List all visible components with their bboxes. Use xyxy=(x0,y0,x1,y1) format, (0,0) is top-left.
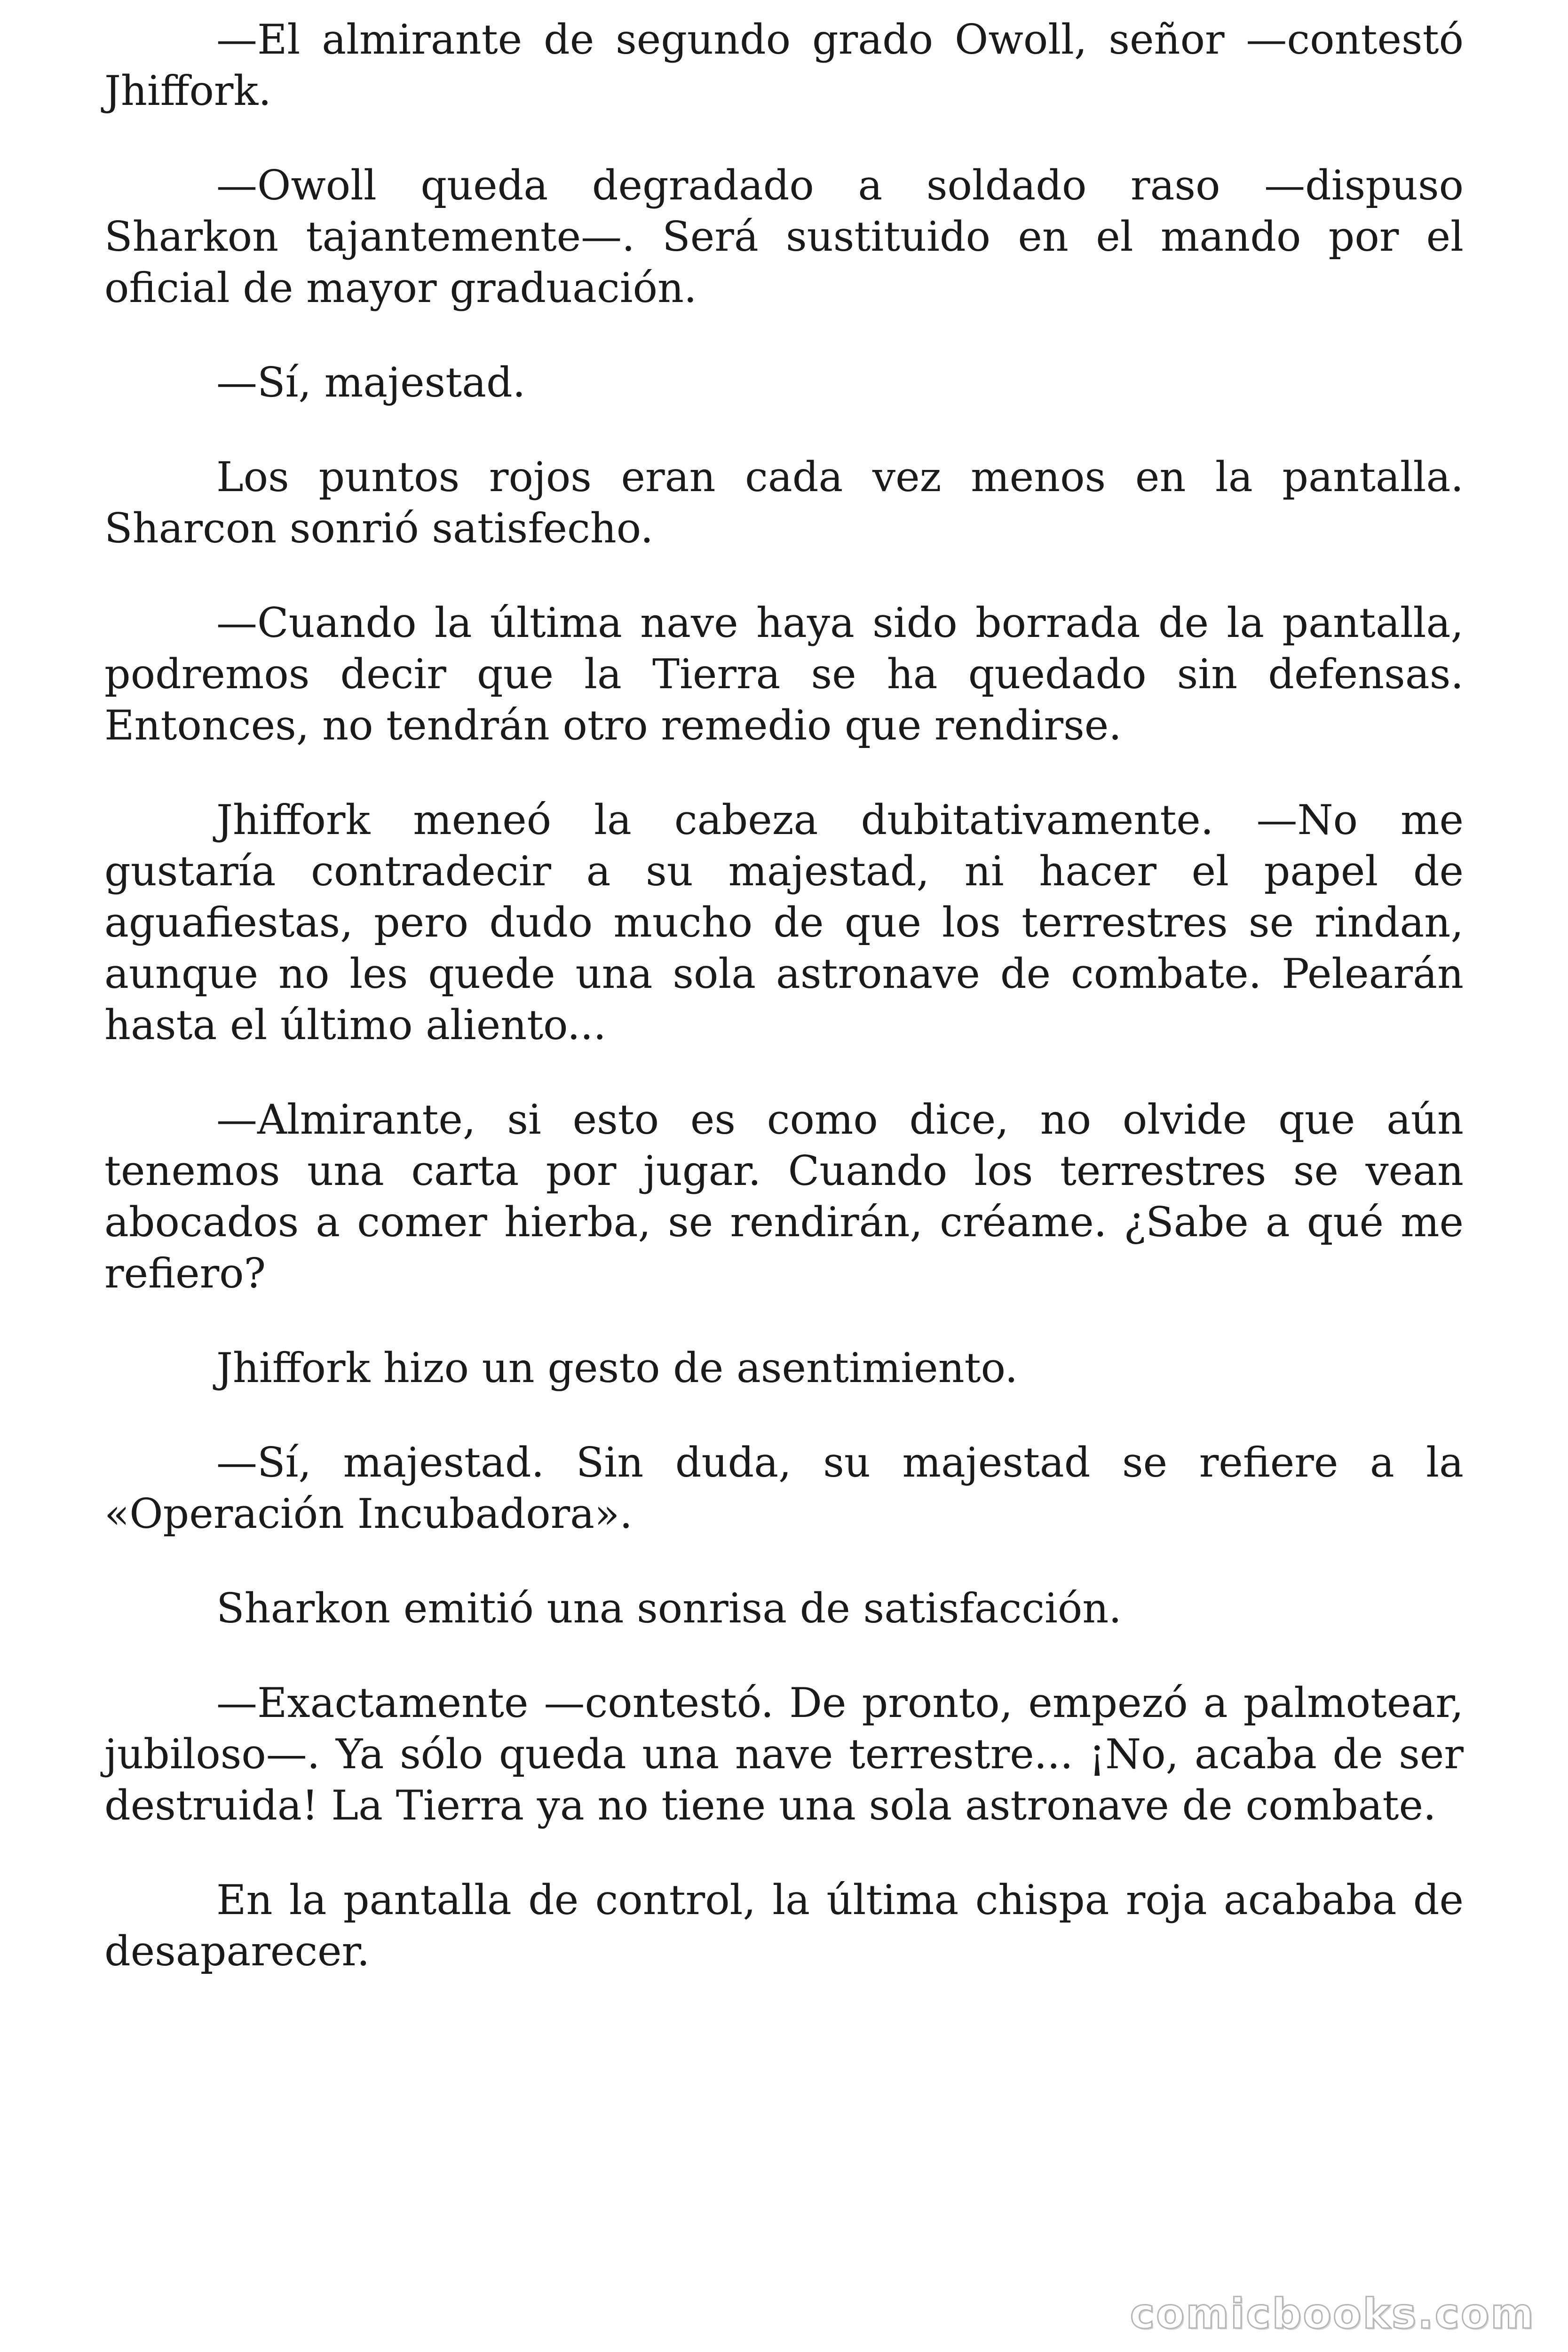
watermark-logo: comicbooks.com xyxy=(1130,2289,1535,2338)
paragraph-1: —El almirante de segundo grado Owoll, señor —contestó Jhiffork. xyxy=(104,16,1464,115)
paragraph-6: Jhiffork meneó la cabeza dubitativamente. —No me gustaría contradecir a su majestad, ni hacer el papel de aguafiestas, pero dudo mucho de que los terrestres se rindan, aunque no les quede una sola astronave de combate. Pelearán hasta el último aliento... xyxy=(104,796,1464,1049)
paragraph-9: —Sí, majestad. Sin duda, su majestad se refiere a la «Operación Incubadora». xyxy=(104,1438,1464,1538)
paragraph-2: —Owoll queda degradado a soldado raso —dispuso Sharkon tajantemente—. Será sustituido en el mando por el oficial de mayor graduación. xyxy=(104,161,1464,312)
paragraph-4: Los puntos rojos eran cada vez menos en la pantalla. Sharcon sonrió satisfecho. xyxy=(104,453,1464,552)
paragraph-8: Jhiffork hizo un gesto de asentimiento. xyxy=(216,1344,1018,1392)
paragraph-5: —Cuando la última nave haya sido borrada de la pantalla, podremos decir que la Tierra se ha quedado sin defensas. Entonces, no tendrán otro remedio que rendirse. xyxy=(104,599,1464,749)
paragraph-11: —Exactamente —contestó. De pronto, empezó a palmotear, jubiloso—. Ya sólo queda una nave terrestre... ¡No, acaba de ser destruida! La Tierra ya no tiene una sola astronave de combate. xyxy=(104,1679,1464,1829)
paragraph-7: —Almirante, si esto es como dice, no olvide que aún tenemos una carta por jugar. Cuando los terrestres se vean abocados a comer hierba, se rendirán, créame. ¿Sabe a qué me refiero? xyxy=(104,1096,1464,1297)
paragraph-12: En la pantalla de control, la última chispa roja acababa de desaparecer. xyxy=(104,1876,1464,1975)
paragraph-3: —Sí, majestad. xyxy=(216,358,526,406)
text-body xyxy=(104,14,1464,2020)
paragraph-10: Sharkon emitió una sonrisa de satisfacción. xyxy=(216,1584,1122,1632)
